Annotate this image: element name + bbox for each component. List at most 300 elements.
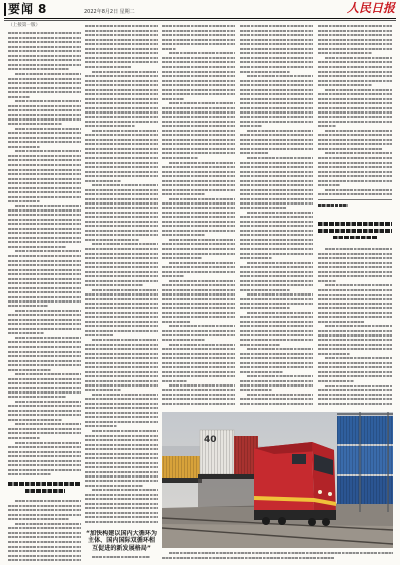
text-line <box>162 307 235 309</box>
text-line <box>240 289 290 291</box>
text-line <box>318 193 392 195</box>
text-line <box>318 375 392 377</box>
text-line <box>8 155 81 157</box>
text-line <box>15 337 81 339</box>
text-line <box>92 184 158 186</box>
article-column-2 <box>85 24 158 527</box>
text-line <box>85 148 158 150</box>
text-line <box>318 25 392 27</box>
text-line <box>240 111 313 113</box>
text-line <box>318 171 392 173</box>
text-line <box>85 253 158 255</box>
text-line <box>85 61 158 63</box>
text-line <box>318 303 392 305</box>
text-line <box>162 394 235 396</box>
text-line <box>240 330 313 332</box>
text-line <box>85 225 158 227</box>
text-line <box>85 330 158 332</box>
text-line <box>8 182 81 184</box>
article-column-4 <box>240 24 313 409</box>
text-line <box>85 403 158 405</box>
text-line <box>85 275 158 277</box>
text-line <box>85 34 158 36</box>
text-line <box>85 485 143 487</box>
text-line <box>162 89 235 91</box>
text-line <box>85 416 158 418</box>
text-line <box>325 152 392 154</box>
text-line <box>318 157 392 159</box>
column-5-kicker <box>318 204 348 207</box>
text-line <box>162 253 235 255</box>
text-line <box>162 271 235 273</box>
text-line <box>240 253 313 255</box>
text-line <box>162 66 235 68</box>
text-line <box>325 385 392 387</box>
text-line <box>240 134 313 136</box>
news-photo <box>162 412 393 548</box>
text-line <box>162 403 235 405</box>
text-line <box>92 430 158 432</box>
text-line <box>8 269 81 271</box>
text-line <box>318 362 392 364</box>
text-line <box>15 150 81 152</box>
text-line <box>325 189 392 191</box>
article-column-5 <box>318 24 392 197</box>
text-line <box>8 541 81 543</box>
text-line <box>162 84 235 86</box>
text-line <box>325 130 392 132</box>
article-column-3 <box>162 24 235 409</box>
text-line <box>85 312 158 314</box>
text-line <box>8 328 81 330</box>
text-line <box>85 462 158 464</box>
text-line <box>240 225 313 227</box>
text-line <box>8 473 51 475</box>
text-line <box>8 214 81 216</box>
text-line <box>85 248 158 250</box>
text-line <box>85 284 143 286</box>
text-line <box>8 419 62 421</box>
text-line <box>318 175 392 177</box>
text-line <box>85 202 158 204</box>
text-line <box>85 157 158 159</box>
text-line <box>8 291 81 293</box>
text-line <box>8 469 81 471</box>
text-line <box>92 394 158 396</box>
text-line <box>85 175 158 177</box>
text-line <box>318 84 372 86</box>
text-line <box>85 193 158 195</box>
text-line <box>162 348 235 350</box>
text-line <box>85 125 135 127</box>
text-line <box>8 351 81 353</box>
text-line <box>162 212 235 214</box>
wheel <box>262 517 270 525</box>
text-line <box>8 532 81 534</box>
text-line <box>8 432 81 434</box>
text-line <box>162 48 176 50</box>
issue-date: 2022年8月2日 星期二 <box>84 9 135 15</box>
header-rule-thin <box>4 20 396 21</box>
text-line <box>85 102 158 104</box>
text-line <box>325 89 392 91</box>
text-line <box>240 43 313 45</box>
text-line <box>85 93 158 95</box>
text-line <box>318 125 336 127</box>
text-line <box>240 216 313 218</box>
text-line <box>8 287 81 289</box>
text-line <box>318 184 340 186</box>
text-line <box>8 264 81 266</box>
container-yellow-texture <box>162 456 200 478</box>
text-line <box>240 362 313 364</box>
text-line <box>85 25 158 27</box>
text-line <box>8 346 81 348</box>
text-line <box>162 184 235 186</box>
text-line <box>162 330 235 332</box>
text-line <box>162 139 235 141</box>
text-line <box>85 75 158 77</box>
text-line <box>318 344 392 346</box>
text-line <box>8 314 81 316</box>
text-line <box>8 219 81 221</box>
text-line <box>85 307 158 309</box>
text-line <box>318 93 392 95</box>
text-line <box>85 234 158 236</box>
text-line <box>240 248 313 250</box>
heading-line <box>333 236 378 240</box>
text-line <box>85 98 158 100</box>
text-line <box>240 230 313 232</box>
text-line <box>8 78 81 80</box>
text-line <box>240 52 313 54</box>
text-line <box>8 64 81 66</box>
column-5-divider <box>318 199 392 200</box>
text-line <box>15 401 81 403</box>
text-line <box>8 237 81 239</box>
text-line <box>240 171 313 173</box>
text-line <box>8 187 81 189</box>
text-line <box>318 139 392 141</box>
text-line <box>318 353 350 355</box>
text-line <box>8 109 81 111</box>
text-line <box>162 284 235 286</box>
text-line <box>8 55 81 57</box>
text-line <box>240 221 313 223</box>
header-rule <box>4 18 396 19</box>
text-line <box>240 39 313 41</box>
text-line <box>318 253 392 255</box>
text-line <box>318 371 392 373</box>
text-line <box>162 116 235 118</box>
text-line <box>318 143 392 145</box>
text-line <box>162 366 235 368</box>
photo-caption <box>162 551 393 563</box>
text-line <box>240 284 313 286</box>
text-line <box>162 230 235 232</box>
text-line <box>240 266 313 268</box>
text-line <box>247 262 313 264</box>
text-line <box>162 121 235 123</box>
text-line <box>85 189 158 191</box>
text-line <box>85 380 158 382</box>
text-line <box>85 435 158 437</box>
text-line <box>318 66 392 68</box>
text-line <box>162 303 235 305</box>
text-line <box>85 521 158 523</box>
text-line <box>240 234 313 236</box>
text-line <box>8 369 51 371</box>
text-line <box>247 75 313 77</box>
text-line <box>85 271 158 273</box>
text-line <box>240 403 313 405</box>
text-line <box>8 428 81 430</box>
text-line <box>240 307 290 309</box>
text-line <box>85 207 158 209</box>
text-line <box>318 389 392 391</box>
text-line <box>240 298 313 300</box>
article-column-5-lower <box>318 247 392 409</box>
text-line <box>162 216 235 218</box>
text-line <box>85 212 158 214</box>
text-line <box>162 166 235 168</box>
wheel <box>322 518 330 526</box>
text-line <box>162 30 235 32</box>
text-line <box>247 394 313 396</box>
text-line <box>240 334 313 336</box>
text-line <box>85 303 158 305</box>
text-line <box>85 266 158 268</box>
text-line <box>8 360 81 362</box>
text-line <box>85 344 158 346</box>
text-line <box>169 162 235 164</box>
text-line <box>92 556 150 558</box>
text-line <box>318 298 392 300</box>
text-line <box>92 489 158 491</box>
text-line <box>318 30 392 32</box>
text-line <box>240 89 313 91</box>
text-line <box>162 193 205 195</box>
text-line <box>92 339 158 341</box>
text-line <box>85 48 158 50</box>
flatcar-shadow <box>198 479 258 507</box>
text-line <box>162 275 184 277</box>
text-line <box>318 75 392 77</box>
text-line <box>318 80 392 82</box>
text-line <box>318 339 392 341</box>
text-line <box>325 325 392 327</box>
text-line <box>8 378 81 380</box>
text-line <box>318 257 392 259</box>
text-line <box>85 30 158 32</box>
text-line <box>240 271 313 273</box>
text-line <box>8 446 81 448</box>
text-line <box>240 353 313 355</box>
text-line <box>85 357 158 359</box>
text-line <box>8 87 81 89</box>
text-line <box>92 243 158 245</box>
text-line <box>85 121 158 123</box>
text-line <box>240 57 313 59</box>
text-line <box>92 130 158 132</box>
article-column-1-lower <box>8 499 81 563</box>
column-2-heading: “加快构建以国内大循环为主体、国内国际双循环相互促进的新发展格局” <box>85 530 158 552</box>
text-line <box>8 82 81 84</box>
text-line <box>8 296 81 298</box>
text-line <box>8 396 66 398</box>
text-line <box>325 284 392 286</box>
text-line <box>85 362 158 364</box>
text-line <box>8 196 81 198</box>
text-line <box>169 552 393 554</box>
text-line <box>240 325 313 327</box>
text-line <box>85 139 158 141</box>
text-line <box>240 243 313 245</box>
text-line <box>85 448 158 450</box>
text-line <box>240 34 313 36</box>
text-line <box>8 96 30 98</box>
text-line <box>162 207 235 209</box>
text-line <box>162 380 187 382</box>
text-line <box>240 148 313 150</box>
text-line <box>240 121 313 123</box>
text-line <box>85 111 158 113</box>
text-line <box>240 166 313 168</box>
text-line <box>240 198 313 200</box>
text-line <box>85 152 158 154</box>
text-line <box>85 134 158 136</box>
text-line <box>318 380 354 382</box>
heading-line <box>8 482 81 486</box>
text-line <box>240 61 313 63</box>
text-line <box>8 209 81 211</box>
text-line <box>85 221 158 223</box>
text-line <box>162 134 235 136</box>
text-line <box>15 500 81 502</box>
text-line <box>85 321 158 323</box>
text-line <box>8 255 81 257</box>
headlight-icon <box>318 490 322 494</box>
column-1-heading <box>8 482 81 496</box>
text-line <box>240 280 313 282</box>
text-line <box>8 118 81 120</box>
text-line <box>8 323 81 325</box>
text-line <box>169 344 235 346</box>
text-line <box>8 105 81 107</box>
text-line <box>85 43 158 45</box>
text-line <box>8 559 81 561</box>
text-line <box>318 111 392 113</box>
text-line <box>8 41 81 43</box>
text-line <box>318 116 392 118</box>
text-line <box>8 50 81 52</box>
text-line <box>162 312 235 314</box>
text-line <box>8 437 40 439</box>
text-line <box>240 162 313 164</box>
text-line <box>240 175 313 177</box>
text-line <box>85 353 158 355</box>
text-line <box>169 262 235 264</box>
text-line <box>318 43 392 45</box>
text-line <box>162 362 235 364</box>
text-line <box>85 171 158 173</box>
text-line <box>15 442 81 444</box>
text-line <box>318 275 392 277</box>
text-line <box>318 348 392 350</box>
text-line <box>318 334 392 336</box>
text-line <box>8 114 81 116</box>
text-line <box>318 98 392 100</box>
text-line <box>318 398 392 400</box>
text-line <box>318 266 392 268</box>
text-line <box>162 321 191 323</box>
text-line <box>162 189 235 191</box>
text-line <box>15 523 81 525</box>
text-line <box>240 184 313 186</box>
text-line <box>162 371 235 373</box>
text-line <box>85 198 158 200</box>
text-line <box>85 316 158 318</box>
text-line <box>318 34 392 36</box>
text-line <box>162 111 235 113</box>
text-line <box>85 439 158 441</box>
text-line <box>8 68 69 70</box>
text-line <box>162 171 235 173</box>
container-blue-texture <box>337 416 393 504</box>
text-line <box>15 205 81 207</box>
container-number-label: 40 <box>204 435 217 445</box>
text-line <box>240 357 313 359</box>
text-line <box>85 166 158 168</box>
text-line <box>240 344 280 346</box>
text-line <box>85 384 158 386</box>
text-line <box>85 325 158 327</box>
text-line <box>85 262 158 264</box>
text-line <box>162 80 235 82</box>
text-line <box>240 202 313 204</box>
text-line <box>318 52 372 54</box>
text-line <box>240 371 283 373</box>
text-line <box>15 423 81 425</box>
text-line <box>85 257 158 259</box>
text-line <box>85 457 158 459</box>
text-line <box>8 37 81 39</box>
wheel <box>308 518 316 526</box>
text-line <box>85 334 114 336</box>
text-line <box>240 152 269 154</box>
column-5-heading <box>318 222 392 242</box>
text-line <box>8 146 40 148</box>
text-line <box>240 30 313 32</box>
text-line <box>162 107 235 109</box>
text-line <box>85 407 158 409</box>
text-line <box>85 66 132 68</box>
text-line <box>318 134 392 136</box>
text-line <box>162 266 235 268</box>
text-line <box>318 316 392 318</box>
text-line <box>85 494 158 496</box>
text-line <box>85 84 158 86</box>
text-line <box>240 71 290 73</box>
text-line <box>240 80 313 82</box>
text-line <box>240 193 313 195</box>
text-line <box>8 518 69 520</box>
newspaper-logo: 人民日报 <box>346 1 395 15</box>
text-line <box>8 387 81 389</box>
text-line <box>8 341 81 343</box>
heading-line <box>318 229 392 233</box>
text-line <box>247 375 313 377</box>
